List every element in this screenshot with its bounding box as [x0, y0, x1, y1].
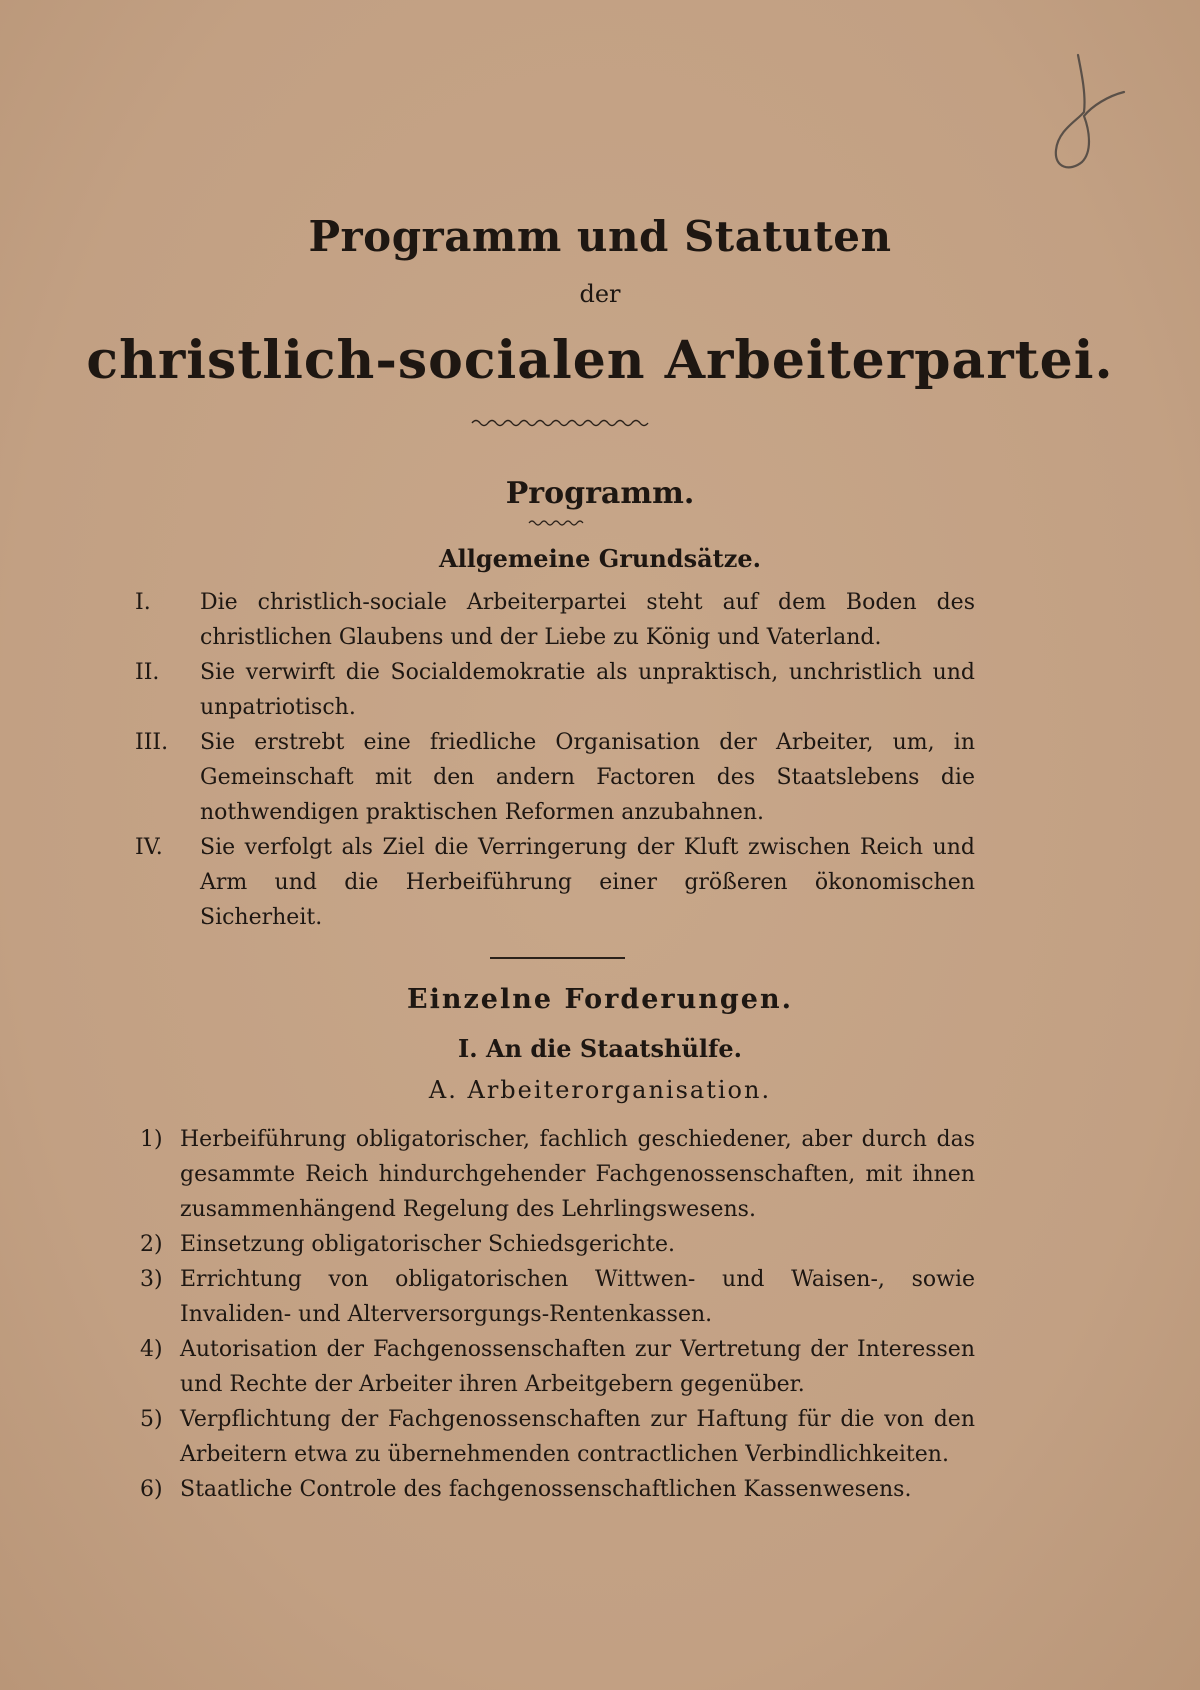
list-item	[135, 655, 975, 725]
list-item	[135, 725, 975, 830]
item-number: 1)	[140, 1127, 163, 1152]
item-text: Die christlich-sociale Arbeiterpartei steht auf dem Boden des christlichen Glaubens und der Liebe zu König und Vaterland.	[200, 590, 975, 650]
item-number: IV.	[135, 835, 163, 860]
item-text: Herbeiführung obligatorischer, fachlich geschiedener, aber durch das gesammte Reich hindurchgehender Fachgenossenschaften, mit ihnen zusammenhängend Regelung des Lehrlingswesens.	[180, 1127, 975, 1222]
item-number: III.	[135, 730, 169, 755]
handwritten-page-number	[1048, 50, 1138, 180]
item-number: II.	[135, 660, 160, 685]
title-line-1: Programm und Statuten	[308, 212, 892, 261]
section-heading-demands: Einzelne Forderungen.	[407, 984, 793, 1015]
item-number: 4)	[140, 1337, 163, 1362]
item-text: Autorisation der Fachgenossenschaften zur Vertretung der Interessen und Rechte der Arbeiter ihren Arbeitgebern gegenüber.	[180, 1337, 975, 1397]
item-text: Verpflichtung der Fachgenossenschaften zur Haftung für die von den Arbeitern etwa zu übernehmenden contractlichen Verbindlichkeiten.	[180, 1407, 975, 1467]
list-item	[140, 1472, 975, 1507]
wavy-ornament-icon	[470, 416, 650, 430]
item-text: Einsetzung obligatorischer Schiedsgerichte.	[180, 1232, 675, 1257]
item-text: Errichtung von obligatorischen Wittwen- und Waisen-, sowie Invaliden- und Alterversorgungs-Rentenkassen.	[180, 1267, 975, 1327]
list-item	[140, 1332, 975, 1402]
item-number: 6)	[140, 1477, 163, 1502]
subsection-heading-organisation: A. Arbeiterorganisation.	[428, 1076, 772, 1104]
list-item	[135, 585, 975, 655]
principles-list	[135, 585, 975, 935]
list-item	[140, 1402, 975, 1472]
item-text: Sie erstrebt eine friedliche Organisation der Arbeiter, um, in Gemeinschaft mit den andern Factoren des Staatslebens die nothwendigen praktischen Reformen anzubahnen.	[200, 730, 975, 825]
demands-list	[140, 1122, 975, 1507]
small-wavy-ornament-icon	[527, 518, 585, 528]
title-line-2: der	[579, 280, 621, 308]
pencil-mark-icon	[1048, 50, 1138, 180]
item-number: I.	[135, 590, 151, 615]
corner-mark-text	[1048, 50, 1049, 51]
item-number: 2)	[140, 1232, 163, 1257]
section-heading-program: Programm.	[505, 476, 695, 511]
subsection-heading-state: I. An die Staatshülfe.	[458, 1034, 742, 1063]
section-divider	[490, 957, 625, 959]
item-text: Sie verwirft die Socialdemokratie als unpraktisch, unchristlich und unpatriotisch.	[200, 660, 975, 720]
item-text: Sie verfolgt als Ziel die Verringerung der Kluft zwischen Reich und Arm und die Herbeiführung einer größeren ökonomischen Sicherheit.	[200, 835, 975, 930]
item-text: Staatliche Controle des fachgenossenschaftlichen Kassenwesens.	[180, 1477, 912, 1502]
list-item	[140, 1227, 975, 1262]
subsection-heading-general: Allgemeine Grundsätze.	[439, 544, 761, 573]
list-item	[135, 830, 975, 935]
title-line-3: christlich-socialen Arbeiterpartei.	[86, 330, 1114, 391]
item-number: 3)	[140, 1267, 163, 1292]
list-item	[140, 1262, 975, 1332]
list-item	[140, 1122, 975, 1227]
item-number: 5)	[140, 1407, 163, 1432]
